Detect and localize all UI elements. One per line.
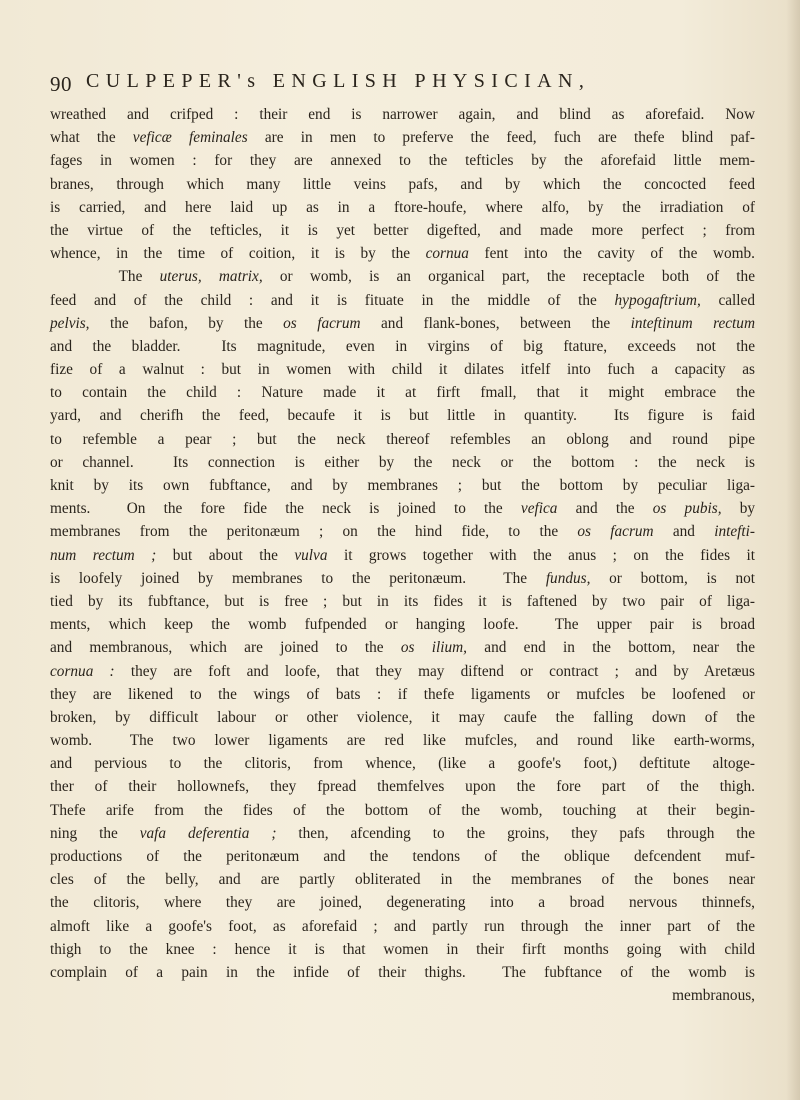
text-segment: ments. On the fore fide the neck is joined to the (50, 500, 521, 518)
text-segment: whence, in the time of coition, it is by the (50, 245, 426, 263)
text-segment: fages in women : for they are annexed to the tefticles by the aforefaid little mem- (50, 152, 755, 170)
text-line (50, 219, 755, 242)
text-line (50, 520, 755, 543)
text-line (50, 428, 755, 451)
text-line (50, 915, 755, 938)
italic-term: pelvis, (50, 314, 90, 332)
text-line (50, 451, 755, 474)
text-line (50, 590, 755, 613)
text-segment: and the bladder. Its magnitude, even in virgins of big ftature, exceeds not the (50, 337, 755, 355)
text-segment: to contain the child : Nature made it at firft fmall, that it might embrace the (50, 384, 755, 402)
italic-term: os ilium, (400, 639, 468, 657)
body-text (50, 103, 755, 1007)
catchword: membranous, (672, 987, 755, 1005)
text-segment: they are likened to the wings of bats : if thefe ligaments or mufcles be loofened or (50, 685, 755, 703)
text-segment: womb. The two lower ligaments are red like mufcles, and round like earth-worms, (50, 732, 755, 750)
italic-term: veficæ feminales (132, 129, 248, 147)
text-line (50, 242, 755, 265)
italic-term: hypogaftrium, (614, 291, 701, 309)
italic-term: inteftinum rectum (630, 314, 756, 332)
italic-term: os pubis, (652, 500, 722, 518)
text-line (50, 335, 755, 358)
text-segment: ments, which keep the womb fufpended or hanging loofe. The upper pair is broad (50, 616, 755, 634)
text-line (50, 613, 755, 636)
text-segment: Thefe arife from the fides of the bottom of the womb, touching at their begin- (50, 801, 755, 819)
text-segment: thigh to the knee : hence it is that women in their firft months going with child (50, 940, 755, 958)
text-segment: but about the (156, 546, 295, 564)
text-segment: the virtue of the tefticles, it is yet better digefted, and made more perfect ; from (50, 221, 755, 239)
text-segment: broken, by difficult labour or other violence, it may caufe the falling down of the (50, 708, 755, 726)
text-segment: feed and of the child : and it is fituate in the middle of the (50, 291, 615, 309)
text-line (50, 891, 755, 914)
text-segment: complain of a pain in the infide of their thighs. The fubftance of the womb is (50, 963, 755, 981)
text-line (50, 126, 755, 149)
text-segment: membranes from the peritonæum ; on the hind fide, to the (50, 523, 578, 541)
italic-term: os facrum (283, 314, 361, 332)
text-segment: or womb, is an organical part, the receptacle both of the (262, 268, 755, 286)
page-header (50, 70, 750, 98)
text-segment: productions of the peritonæum and the tendons of the oblique defcendent muf- (50, 848, 755, 865)
text-line (50, 683, 755, 706)
text-line (50, 938, 755, 961)
text-line (50, 381, 755, 404)
text-segment: tied by its fubftance, but is free ; but in its fides it is faftened by two pair of liga- (50, 592, 755, 610)
text-segment: called (700, 291, 755, 309)
text-line (50, 474, 755, 497)
italic-term: cornua : (50, 662, 115, 680)
text-line (50, 729, 755, 752)
text-line (50, 845, 755, 868)
italic-term: vefica (520, 500, 558, 518)
text-segment: and end in the bottom, near the (467, 639, 755, 657)
text-segment: and membranous, which are joined to the (50, 639, 401, 657)
page-edge-shadow (786, 0, 800, 1100)
text-segment: and (653, 523, 715, 541)
text-segment: fent into the cavity of the womb. (468, 245, 755, 263)
text-line (50, 196, 755, 219)
text-line (50, 358, 755, 381)
text-line (50, 636, 755, 659)
text-line (50, 775, 755, 798)
text-line (50, 799, 755, 822)
italic-term: vulva (294, 546, 328, 564)
text-segment: is loofely joined by membranes to the peritonæum. The (50, 569, 546, 587)
text-line (50, 173, 755, 196)
text-segment: yard, and cherifh the feed, becaufe it is but little in quantity. Its figure is faid (50, 407, 755, 425)
text-line (50, 103, 755, 126)
text-line (50, 404, 755, 427)
text-segment: or channel. Its connection is either by the neck or the bottom : the neck is (50, 453, 755, 471)
text-segment: what the (50, 129, 133, 147)
italic-term: cornua (425, 245, 469, 263)
text-line (50, 706, 755, 729)
italic-term: fundus, (545, 569, 591, 587)
italic-term: vafa deferentia ; (139, 824, 277, 842)
text-segment: the bafon, by the (89, 314, 284, 332)
text-segment: then, afcending to the groins, they pafs through the (276, 824, 755, 842)
text-segment: is carried, and here laid up as in a ftore-houfe, where alfo, by the irradiation of (50, 198, 755, 216)
text-line (50, 312, 755, 335)
text-segment: and pervious to the clitoris, from whence, (like a goofe's foot,) deftitute altoge- (50, 755, 755, 773)
text-line (50, 961, 755, 984)
text-line (50, 868, 755, 891)
text-line (50, 567, 755, 590)
text-segment: by (721, 500, 756, 518)
italic-term: os facrum (577, 523, 654, 541)
text-segment: ther of their hollownefs, they fpread themfelves upon the fore part of the thigh. (50, 778, 755, 796)
text-segment: cles of the belly, and are partly obliterated in the membranes of the bones near (50, 871, 755, 889)
text-segment: the clitoris, where they are joined, degenerating into a broad nervous thinnefs, (50, 894, 755, 912)
text-segment: are in men to preferve the feed, fuch are thefe blind paf- (247, 129, 755, 147)
text-line (50, 149, 755, 172)
text-segment: knit by its own fubftance, and by membranes ; but the bottom by peculiar liga- (50, 477, 755, 494)
text-line (50, 752, 755, 775)
text-segment: it grows together with the anus ; on the fides it (327, 546, 755, 564)
text-segment: almoft like a goofe's foot, as aforefaid ; and partly run through the inner part of the (50, 917, 755, 935)
text-segment: branes, through which many little veins pafs, and by which the concocted feed (50, 175, 755, 193)
text-line (50, 497, 755, 520)
text-segment: wreathed and crifped : their end is narrower again, and blind as aforefaid. Now (50, 106, 755, 123)
text-line (50, 660, 755, 683)
italic-term: uterus, matrix, (159, 268, 263, 286)
page-number: 90 (50, 72, 72, 96)
running-head: CULPEPER's ENGLISH PHYSICIAN, (86, 70, 591, 92)
text-segment: The (50, 268, 160, 286)
text-segment: and the (557, 500, 653, 518)
text-line (50, 289, 755, 312)
text-line (50, 822, 755, 845)
text-line (50, 544, 755, 567)
italic-term: num rectum ; (50, 546, 157, 564)
text-line (50, 265, 755, 288)
text-segment: they are foft and loofe, that they may diftend or contract ; and by Aretæus (114, 662, 756, 680)
text-segment: to refemble a pear ; but the neck thereof refembles an oblong and round pipe (50, 430, 755, 448)
text-segment: fize of a walnut : but in women with child it dilates itfelf into fuch a capacity as (50, 361, 755, 379)
text-segment: and flank-bones, between the (360, 314, 631, 332)
text-segment: or bottom, is not (590, 569, 755, 587)
italic-term: intefti- (714, 523, 755, 541)
text-segment: ning the (50, 824, 140, 842)
